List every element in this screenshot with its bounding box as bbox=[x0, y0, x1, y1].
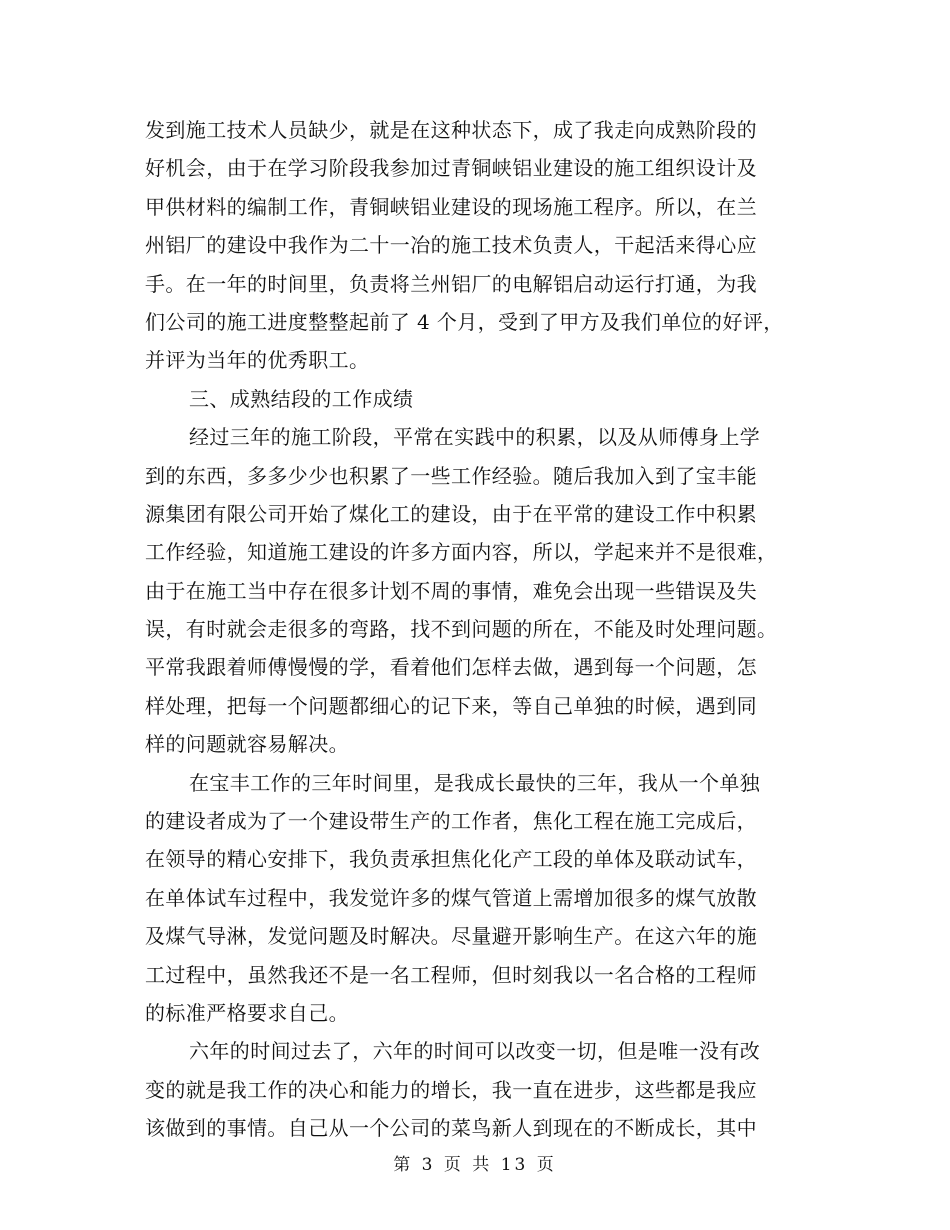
text-line: 平常我跟着师傅慢慢的学，看着他们怎样去做，遇到每一个问题，怎 bbox=[145, 655, 757, 680]
text-line: 在宝丰工作的三年时间里，是我成长最快的三年，我从一个单独 bbox=[189, 770, 761, 795]
body-text bbox=[145, 111, 805, 1148]
text-line: 源集团有限公司开始了煤化工的建设，由于在平常的建设工作中积累 bbox=[145, 501, 757, 526]
text-line: 州铝厂的建设中我作为二十一冶的施工技术负责人，干起活来得心应 bbox=[145, 233, 757, 258]
text-line: 该做到的事情。自己从一个公司的菜鸟新人到现在的不断成长，其中 bbox=[145, 1116, 757, 1141]
text-line: 好机会，由于在学习阶段我参加过青铜峡铝业建设的施工组织设计及 bbox=[145, 156, 757, 181]
text-line: 甲供材料的编制工作，青铜峡铝业建设的现场施工程序。所以，在兰 bbox=[145, 194, 757, 219]
text-line: 的建设者成为了一个建设带生产的工作者，焦化工程在施工完成后， bbox=[145, 809, 757, 834]
section-heading: 三、成熟结段的工作成绩 bbox=[189, 386, 414, 411]
text-line: 误，有时就会走很多的弯路，找不到问题的所在，不能及时处理问题。 bbox=[145, 617, 778, 642]
text-line: 在单体试车过程中，我发觉许多的煤气管道上需增加很多的煤气放散 bbox=[145, 885, 757, 910]
text-line: 工作经验，知道施工建设的许多方面内容，所以，学起来并不是很难， bbox=[145, 540, 778, 565]
text-line: 样的问题就容易解决。 bbox=[145, 732, 349, 757]
text-line: 由于在施工当中存在很多计划不周的事情，难免会出现一些错误及失 bbox=[145, 578, 757, 603]
text-line: 手。在一年的时间里，负责将兰州铝厂的电解铝启动运行打通，为我 bbox=[145, 271, 757, 296]
text-line: 们公司的施工进度整整起前了 4 个月，受到了甲方及我们单位的好评， bbox=[145, 309, 784, 334]
text-line: 及煤气导淋，发觉问题及时解决。尽量避开影响生产。在这六年的施 bbox=[145, 924, 757, 949]
text-line: 并评为当年的优秀职工。 bbox=[145, 348, 370, 373]
text-line: 经过三年的施工阶段，平常在实践中的积累，以及从师傅身上学 bbox=[189, 425, 761, 450]
text-line: 工过程中，虽然我还不是一名工程师，但时刻我以一名合格的工程师 bbox=[145, 962, 757, 987]
text-line: 到的东西，多多少少也积累了一些工作经验。随后我加入到了宝丰能 bbox=[145, 463, 757, 488]
text-line: 变的就是我工作的决心和能力的增长，我一直在进步，这些都是我应 bbox=[145, 1077, 757, 1102]
text-line: 六年的时间过去了，六年的时间可以改变一切，但是唯一没有改 bbox=[189, 1039, 761, 1064]
text-line: 在领导的精心安排下，我负责承担焦化化产工段的单体及联动试车， bbox=[145, 847, 757, 872]
text-line: 样处理，把每一个问题都细心的记下来，等自己单独的时候，遇到同 bbox=[145, 693, 757, 718]
text-line: 的标准严格要求自己。 bbox=[145, 1000, 349, 1025]
text-line: 发到施工技术人员缺少，就是在这种状态下，成了我走向成熟阶段的 bbox=[145, 118, 757, 142]
page-number-footer: 第 3 页 共 13 页 bbox=[393, 1155, 557, 1175]
